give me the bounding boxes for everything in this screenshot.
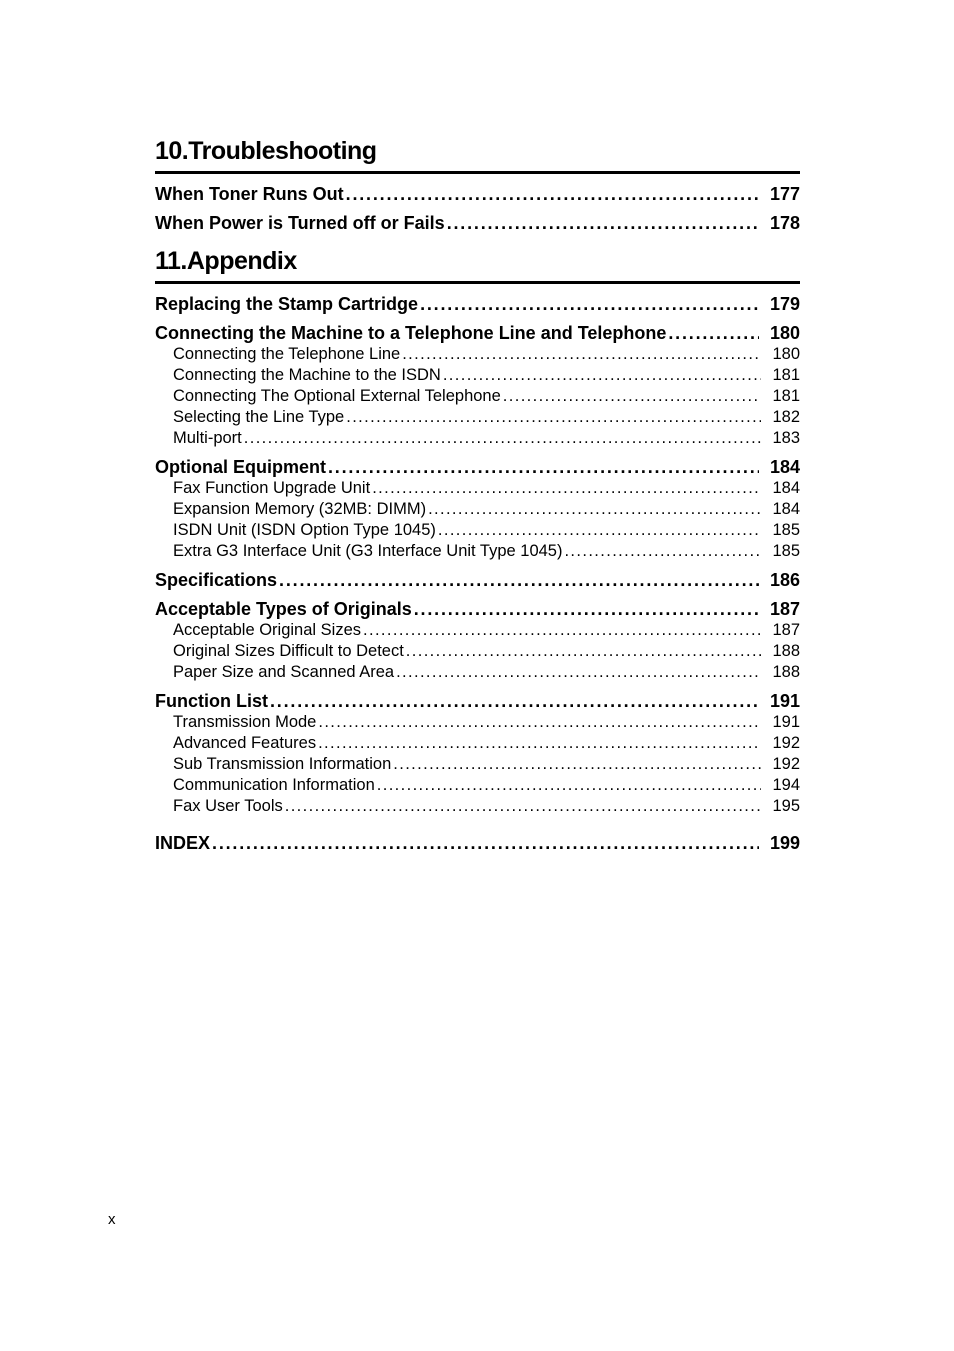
toc-entry-page: 186 — [769, 570, 800, 590]
toc-entry[interactable] — [155, 212, 800, 234]
toc-subentry-page: 184 — [772, 479, 800, 497]
dot-leader — [285, 796, 762, 817]
dot-leader — [396, 662, 761, 683]
toc-subentry-page: 187 — [772, 621, 800, 639]
toc-entry-page: 184 — [769, 457, 800, 477]
toc-subentry-title: Connecting The Optional External Telephone — [173, 387, 501, 405]
toc-entry-page: 191 — [769, 691, 800, 711]
toc-entry[interactable] — [155, 293, 800, 315]
toc-subentry-page: 183 — [772, 429, 800, 447]
dot-leader — [428, 499, 761, 520]
toc-entry[interactable] — [155, 690, 800, 712]
toc-subentry-page: 188 — [772, 642, 800, 660]
toc-subentry-page: 195 — [772, 797, 800, 815]
dot-leader — [377, 775, 762, 796]
dot-leader — [270, 690, 759, 712]
toc-entry-title: Function List — [155, 691, 268, 711]
dot-leader — [503, 386, 762, 407]
toc-subentry-title: Communication Information — [173, 776, 375, 794]
toc-subentry-page: 181 — [772, 366, 800, 384]
dot-leader — [420, 293, 759, 315]
chapter-rule — [155, 281, 800, 284]
toc-subentry[interactable] — [155, 520, 800, 541]
toc-subentry[interactable] — [155, 662, 800, 683]
toc-entry-title: Acceptable Types of Originals — [155, 599, 412, 619]
toc-subentry[interactable] — [155, 620, 800, 641]
toc-subentry[interactable] — [155, 407, 800, 428]
toc-subentry[interactable] — [155, 712, 800, 733]
toc-subentry-page: 192 — [772, 734, 800, 752]
toc-subentry-page: 188 — [772, 663, 800, 681]
dot-leader — [346, 183, 759, 205]
dot-leader — [244, 428, 762, 449]
dot-leader — [318, 733, 761, 754]
dot-leader — [363, 620, 761, 641]
toc-entry-title: Optional Equipment — [155, 457, 326, 477]
toc-subentry[interactable] — [155, 499, 800, 520]
toc-entry-page: 178 — [769, 213, 800, 233]
toc-entry-title: When Toner Runs Out — [155, 184, 344, 204]
toc-entry[interactable] — [155, 569, 800, 591]
dot-leader — [393, 754, 761, 775]
toc-subentry-title: Connecting the Telephone Line — [173, 345, 401, 363]
toc-subentry-title: Acceptable Original Sizes — [173, 621, 362, 639]
toc-entry-page: 177 — [769, 184, 800, 204]
toc-entry-title: When Power is Turned off or Fails — [155, 213, 445, 233]
toc-subentry-page: 185 — [772, 521, 800, 539]
page-number: x — [108, 1211, 116, 1228]
toc-subentry-title: ISDN Unit (ISDN Option Type 1045) — [173, 521, 436, 539]
toc-subentry[interactable] — [155, 541, 800, 562]
toc-entry[interactable] — [155, 183, 800, 205]
toc-subentry-title: Fax Function Upgrade Unit — [173, 479, 371, 497]
toc-subentry-title: Transmission Mode — [173, 713, 317, 731]
toc-entry-title: INDEX — [155, 833, 211, 853]
dot-leader — [406, 641, 762, 662]
dot-leader — [443, 365, 762, 386]
dot-leader — [212, 832, 759, 854]
dot-leader — [402, 344, 761, 365]
dot-leader — [318, 712, 761, 733]
toc-subentry[interactable] — [155, 754, 800, 775]
table-of-contents — [155, 136, 800, 854]
toc-entry[interactable] — [155, 598, 800, 620]
chapter-title: 10.Troubleshooting — [155, 137, 377, 165]
toc-entry[interactable] — [155, 322, 800, 344]
toc-entry-page: 179 — [769, 294, 800, 314]
dot-leader — [564, 541, 761, 562]
dot-leader — [279, 569, 759, 591]
toc-entry-title: Specifications — [155, 570, 278, 590]
toc-subentry[interactable] — [155, 386, 800, 407]
toc-subentry-title: Extra G3 Interface Unit (G3 Interface Unit Type 1045) — [173, 542, 563, 560]
toc-entry-page: 187 — [769, 599, 800, 619]
toc-subentry-page: 182 — [772, 408, 800, 426]
chapter-rule — [155, 171, 800, 174]
chapter-title: 11.Appendix — [155, 247, 297, 275]
toc-subentry-page: 180 — [772, 345, 800, 363]
toc-subentry-page: 194 — [772, 776, 800, 794]
toc-subentry-page: 181 — [772, 387, 800, 405]
toc-subentry-title: Connecting the Machine to the ISDN — [173, 366, 441, 384]
dot-leader — [414, 598, 759, 620]
toc-subentry[interactable] — [155, 478, 800, 499]
toc-subentry-title: Selecting the Line Type — [173, 408, 345, 426]
dot-leader — [438, 520, 762, 541]
toc-subentry[interactable] — [155, 344, 800, 365]
dot-leader — [328, 456, 759, 478]
toc-entry-page: 180 — [769, 323, 800, 343]
toc-subentry-title: Advanced Features — [173, 734, 317, 752]
toc-subentry[interactable] — [155, 733, 800, 754]
toc-subentry-page: 192 — [772, 755, 800, 773]
dot-leader — [346, 407, 761, 428]
toc-entry-index[interactable] — [155, 832, 800, 854]
toc-subentry[interactable] — [155, 365, 800, 386]
toc-subentry[interactable] — [155, 775, 800, 796]
toc-subentry[interactable] — [155, 796, 800, 817]
toc-subentry-title: Sub Transmission Information — [173, 755, 392, 773]
toc-subentry-title: Expansion Memory (32MB: DIMM) — [173, 500, 427, 518]
toc-subentry-title: Paper Size and Scanned Area — [173, 663, 395, 681]
toc-subentry-page: 185 — [772, 542, 800, 560]
toc-subentry[interactable] — [155, 641, 800, 662]
dot-leader — [447, 212, 759, 234]
toc-entry-page: 199 — [769, 833, 800, 853]
dot-leader — [372, 478, 761, 499]
toc-subentry-title: Original Sizes Difficult to Detect — [173, 642, 404, 660]
toc-subentry-page: 184 — [772, 500, 800, 518]
toc-entry-title: Replacing the Stamp Cartridge — [155, 294, 419, 314]
toc-subentry-title: Fax User Tools — [173, 797, 283, 815]
toc-entry-title: Connecting the Machine to a Telephone Line and Telephone — [155, 323, 667, 343]
dot-leader — [668, 322, 759, 344]
toc-entry[interactable] — [155, 456, 800, 478]
toc-subentry-title: Multi-port — [173, 429, 242, 447]
toc-subentry-page: 191 — [772, 713, 800, 731]
toc-subentry[interactable] — [155, 428, 800, 449]
